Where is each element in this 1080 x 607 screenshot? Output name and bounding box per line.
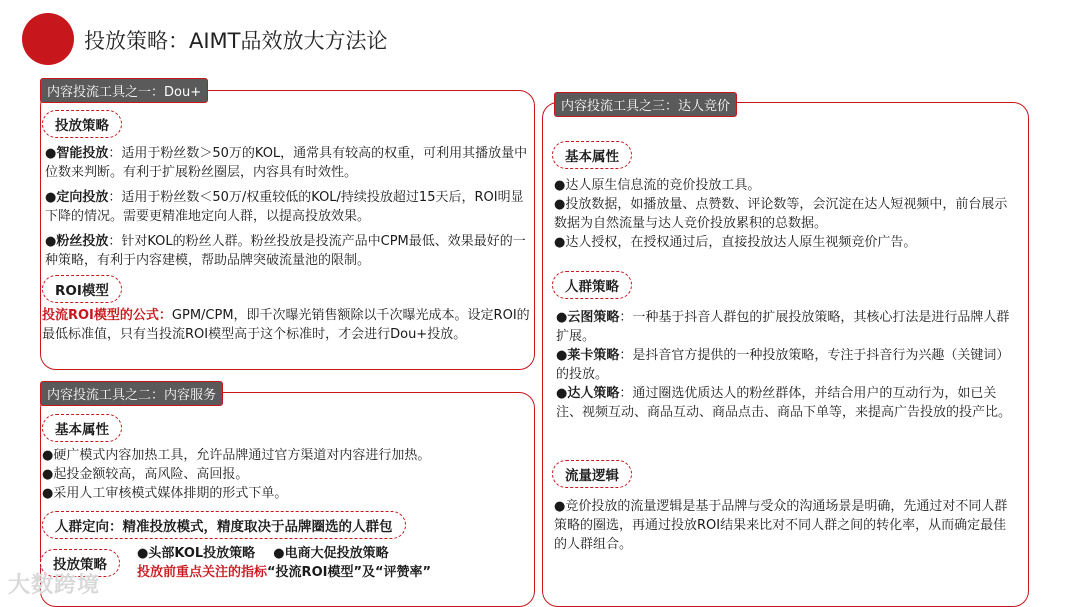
talent-basic-bullet-1: ●达人原生信息流的竞价投放工具。 <box>554 178 761 193</box>
pill-traffic-logic: 流量逻辑 <box>552 460 632 488</box>
pill-basic-attributes-left: 基本属性 <box>42 414 122 442</box>
strategy-item-kol: ●头部KOL投放策略 <box>137 546 256 561</box>
watermark: 大数跨境 <box>8 573 101 598</box>
pill-crowd-strategy: 人群策略 <box>552 271 632 299</box>
content-service-bullet-3: ●采用人工审核模式媒体排期的形式下单。 <box>42 486 288 501</box>
fans-placement <box>45 232 530 270</box>
smart-placement <box>45 144 530 182</box>
targeted-text: ：适用于粉丝数＜50万/权重较低的KOL/持续投放超过15天后，ROI明显下降的情况。需要更精准地定向人群，以提高投放效果。 <box>45 190 524 224</box>
laika-strategy-text: ：是抖音官方提供的一种投放策略，专注于抖音行为兴趣（关键词）的投放。 <box>556 348 1010 382</box>
pill-strategy: 投放策略 <box>42 110 122 138</box>
laika-strategy-label: ●莱卡策略 <box>556 348 620 363</box>
focus-metrics-label: 投放前重点关注的指标 <box>137 565 268 580</box>
roi-formula <box>42 306 530 344</box>
talent-strategy <box>556 384 1016 422</box>
pill-strategy-left-bottom: 投放策略 <box>40 549 120 577</box>
talent-strategy-label: ●达人策略 <box>556 386 620 401</box>
talent-basic-bullet-3: ●达人授权，在授权通过后，直接投放达人原生视频竞价广告。 <box>554 235 917 250</box>
talent-strategy-text: ：通过圈选优质达人的粉丝群体，并结合用户的互动行为，如已关注、视频互动、商品互动、商品点击、商品下单等，来提高广告投放的投产比。 <box>556 386 1012 420</box>
targeted-label: ●定向投放 <box>45 190 109 205</box>
panel-header-content-service: 内容投流工具之二：内容服务 <box>40 381 223 406</box>
title-dot <box>22 13 74 65</box>
laika-strategy <box>556 346 1016 384</box>
fans-text: ：针对KOL的粉丝人群。粉丝投放是投流产品中CPM最低、效果最好的一种策略，有利于内容建模，帮助品牌突破流量池的限制。 <box>45 234 526 268</box>
content-service-bullet-1: ●硬广模式内容加热工具，允许品牌通过官方渠道对内容进行加热。 <box>42 448 431 463</box>
content-service-bullet-2: ●起投金额较高，高风险、高回报。 <box>42 467 249 482</box>
focus-metrics <box>137 563 532 582</box>
cloud-strategy <box>556 308 1016 346</box>
pill-roi-model: ROI模型 <box>42 275 122 303</box>
strategy-items <box>137 544 532 563</box>
smart-label: ●智能投放 <box>45 146 109 161</box>
pill-basic-attributes-right: 基本属性 <box>552 141 632 169</box>
roi-formula-label: 投流ROI模型的公式： <box>42 308 172 323</box>
page-title: 投放策略：AIMT品效放大方法论 <box>84 29 388 53</box>
smart-text: ：适用于粉丝数＞50万的KOL，通常具有较高的权重，可利用其播放量中位数来判断。有利于扩展粉丝圈层，内容具有时效性。 <box>45 146 528 180</box>
pill-crowd-targeting: 人群定向：精准投放模式，精度取决于品牌圈选的人群包 <box>42 511 406 539</box>
panel-header-talent-bidding: 内容投流工具之三：达人竞价 <box>554 92 737 117</box>
strategy-item-ecommerce: ●电商大促投放策略 <box>273 546 389 561</box>
focus-metrics-text: “投流ROI模型”及“评赞率” <box>267 565 432 580</box>
cloud-strategy-label: ●云图策略 <box>556 310 620 325</box>
panel-header-dou-plus: 内容投流工具之一：Dou+ <box>40 78 208 103</box>
cloud-strategy-text: ：一种基于抖音人群包的扩展投放策略，其核心打法是进行品牌人群扩展。 <box>556 310 1010 344</box>
targeted-placement <box>45 188 530 226</box>
traffic-logic-text: ●竞价投放的流量逻辑是基于品牌与受众的沟通场景是明确，先通过对不同人群策略的圈选，再通过投放ROI结果来比对不同人群之间的转化率，从而确定最佳的人群组合。 <box>554 499 1008 552</box>
talent-basic-bullet-2: ●投放数据，如播放量、点赞数、评论数等，会沉淀在达人短视频中，前台展示数据为自然流量与达人竞价投放累积的总数据。 <box>554 197 1008 231</box>
fans-label: ●粉丝投放 <box>45 234 109 249</box>
roi-formula-text: GPM/CPM，即千次曝光销售额除以千次曝光成本。设定ROI的最低标准值，只有当投流ROI模型高于这个标准时，才会进行Dou+投放。 <box>42 308 530 342</box>
